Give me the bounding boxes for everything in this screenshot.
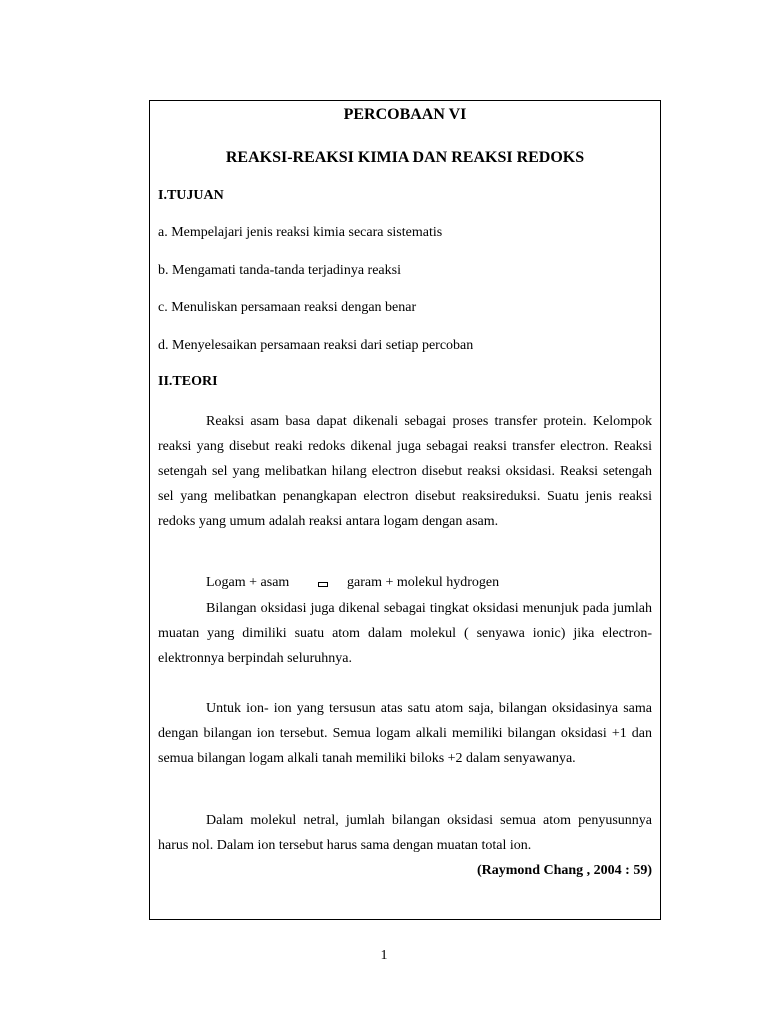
list-item: b. Mengamati tanda-tanda terjadinya reaksi — [158, 263, 401, 278]
equation-right: garam + molekul hydrogen — [347, 575, 500, 590]
theory-paragraph-3: Untuk ion- ion yang tersusun atas satu atom saja, bilangan oksidasinya sama dengan bilangan ion tersebut. Semua logam alkali memiliki bilangan oksidasi +1 dan semua bilangan logam alkali tanah memiliki biloks +2 dalam senyawanya. — [158, 701, 652, 766]
theory-paragraph-4-text: Dalam molekul netral, jumlah bilangan oksidasi semua atom penyusunnya harus nol. Dalam ion tersebut harus sama dengan muatan total ion. — [158, 813, 652, 853]
reaction-arrow-icon — [318, 582, 328, 587]
section-heading-teori: II.TEORI — [158, 374, 218, 389]
list-item: d. Menyelesaikan persamaan reaksi dari setiap percoban — [158, 338, 474, 353]
theory-paragraph-1: Reaksi asam basa dapat dikenali sebagai proses transfer protein. Kelompok reaksi yang disebut reaki redoks dikenal juga sebagai reaksi transfer electron. Reaksi setengah sel yang melibatkan hilang electron disebut reaksi oksidasi. Reaksi setengah sel yang melibatkan penangkapan electron disebut reaksireduksi. Suatu jenis reaksi redoks yang umum adalah reaksi antara logam dengan asam. — [158, 414, 652, 529]
equation-left: Logam + asam — [206, 575, 290, 590]
citation: (Raymond Chang , 2004 : 59) — [476, 863, 652, 878]
theory-paragraph-2: Bilangan oksidasi juga dikenal sebagai tingkat oksidasi menunjuk pada jumlah muatan yang dimiliki suatu atom dalam molekul ( senyawa ionic) jika electron- elektronnya berpindah seluruhnya. — [158, 601, 652, 666]
theory-paragraph-4 — [158, 808, 652, 883]
list-item: a. Mempelajari jenis reaksi kimia secara sistematis — [158, 225, 443, 240]
list-item: c. Menuliskan persamaan reaksi dengan benar — [158, 300, 417, 315]
document-title: PERCOBAAN VI — [343, 106, 467, 123]
document-frame — [149, 100, 661, 920]
document-subtitle: REAKSI-REAKSI KIMIA DAN REAKSI REDOKS — [225, 149, 585, 166]
section-heading-tujuan: I.TUJUAN — [158, 188, 224, 203]
page-number: 1 — [380, 948, 388, 963]
